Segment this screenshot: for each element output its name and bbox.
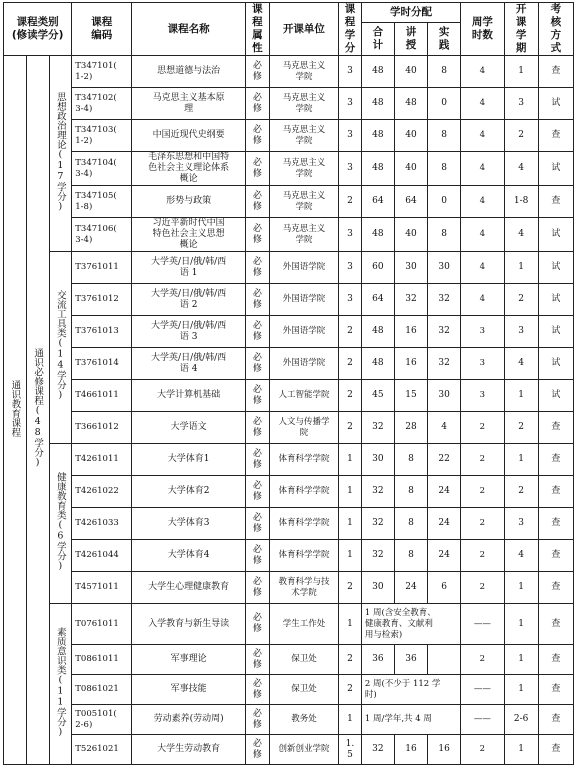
course-attr: 必 修 [246, 88, 270, 120]
category-level1-text: 通识教育课程 [9, 379, 21, 437]
course-table [3, 2, 574, 765]
course-name: 军事理论 [132, 645, 246, 675]
course-attr: 必 修 [246, 380, 270, 412]
course-attr: 必 修 [246, 476, 270, 508]
course-code: T347101( 1-2) [72, 56, 132, 88]
course-hours-total: 32 [361, 735, 394, 765]
course-code: T0761011 [72, 604, 132, 645]
course-weekly-hours: 2 [461, 540, 504, 572]
course-code: T005101( 2-6) [72, 705, 132, 735]
course-hours-total: 32 [361, 508, 394, 540]
course-assessment: 查 [538, 186, 573, 218]
course-name: 马克思主义基本原 理 [132, 88, 246, 120]
course-credit: 1 [339, 476, 362, 508]
header-hours-total: 合 计 [361, 23, 394, 56]
course-credit: 2 [339, 316, 362, 348]
course-hours-lecture: 8 [394, 508, 427, 540]
course-name: 大学生心理健康教育 [132, 572, 246, 604]
course-code: T0861021 [72, 675, 132, 705]
course-hours-total: 60 [361, 252, 394, 284]
course-credit: 3 [339, 88, 362, 120]
course-credit: 2 [339, 412, 362, 444]
course-weekly-hours: 2 [461, 444, 504, 476]
course-hours-practice: 6 [428, 572, 461, 604]
course-credit: 1 [339, 604, 362, 645]
course-semester: 4 [504, 152, 538, 186]
course-unit: 体育科学学院 [269, 508, 338, 540]
course-hours-lecture: 8 [394, 476, 427, 508]
course-assessment: 试 [538, 88, 573, 120]
table-row [4, 284, 574, 316]
course-semester: 1 [504, 380, 538, 412]
course-credit: 2 [339, 348, 362, 380]
table-row [4, 540, 574, 572]
course-code: T4261044 [72, 540, 132, 572]
course-attr: 必 修 [246, 540, 270, 572]
course-attr: 必 修 [246, 252, 270, 284]
course-weekly-hours: 2 [461, 508, 504, 540]
course-hours-total: 48 [361, 56, 394, 88]
course-hours-total: 36 [361, 645, 394, 675]
course-attr: 必 修 [246, 412, 270, 444]
course-hours-practice: 0 [428, 186, 461, 218]
course-hours-practice: 8 [428, 152, 461, 186]
course-assessment: 试 [538, 380, 573, 412]
course-hours-lecture: 16 [394, 348, 427, 380]
course-hours-lecture: 16 [394, 735, 427, 765]
category-group-label [49, 444, 72, 604]
course-assessment: 试 [538, 348, 573, 380]
course-hours-total: 48 [361, 348, 394, 380]
course-assessment: 查 [538, 705, 573, 735]
course-assessment: 查 [538, 645, 573, 675]
course-attr: 必 修 [246, 572, 270, 604]
course-hours-lecture: 36 [394, 645, 427, 675]
course-credit: 2 [339, 186, 362, 218]
course-code: T347104( 3-4) [72, 152, 132, 186]
course-weekly-hours: 2 [461, 476, 504, 508]
course-unit: 保卫处 [269, 675, 338, 705]
course-code: T0861011 [72, 645, 132, 675]
course-assessment: 查 [538, 412, 573, 444]
header-hours-practice: 实 践 [428, 23, 461, 56]
table-row [4, 444, 574, 476]
course-attr: 必 修 [246, 316, 270, 348]
table-row [4, 604, 574, 645]
category-level2 [26, 56, 49, 765]
course-assessment: 查 [538, 444, 573, 476]
course-semester: 4 [504, 540, 538, 572]
course-attr: 必 修 [246, 348, 270, 380]
header-code: 课程 编码 [72, 3, 132, 56]
course-code: T3761013 [72, 316, 132, 348]
course-weekly-hours: 3 [461, 380, 504, 412]
course-unit: 马克思主义 学院 [269, 218, 338, 252]
course-name: 思想道德与法治 [132, 56, 246, 88]
table-row [4, 380, 574, 412]
header-weekly-hours: 周学 时数 [461, 3, 504, 56]
course-code: T4261022 [72, 476, 132, 508]
course-hours-note: 1 周/学年,共 4 周 [361, 705, 460, 735]
course-unit: 教务处 [269, 705, 338, 735]
course-hours-practice: 8 [428, 56, 461, 88]
course-name: 形势与政策 [132, 186, 246, 218]
course-weekly-hours: 4 [461, 252, 504, 284]
course-code: T4261011 [72, 444, 132, 476]
course-semester: 3 [504, 88, 538, 120]
course-code: T3761012 [72, 284, 132, 316]
course-credit: 1 [339, 508, 362, 540]
course-unit: 马克思主义 学院 [269, 56, 338, 88]
course-attr: 必 修 [246, 284, 270, 316]
header-credit: 课 程 学 分 [339, 3, 362, 56]
course-credit: 3 [339, 284, 362, 316]
table-row [4, 56, 574, 88]
course-weekly-hours: 4 [461, 284, 504, 316]
course-assessment: 查 [538, 476, 573, 508]
course-unit: 外国语学院 [269, 252, 338, 284]
course-attr: 必 修 [246, 120, 270, 152]
course-credit: 2 [339, 645, 362, 675]
course-name: 大学体育2 [132, 476, 246, 508]
course-semester: 2 [504, 120, 538, 152]
course-name: 大学计算机基础 [132, 380, 246, 412]
course-hours-lecture: 30 [394, 252, 427, 284]
course-weekly-hours: —— [461, 604, 504, 645]
course-credit: 1 [339, 444, 362, 476]
course-attr: 必 修 [246, 218, 270, 252]
course-credit: 1 [339, 705, 362, 735]
course-unit: 外国语学院 [269, 316, 338, 348]
course-assessment: 试 [538, 316, 573, 348]
course-hours-total: 30 [361, 572, 394, 604]
course-name: 大学体育3 [132, 508, 246, 540]
category-group-label [49, 252, 72, 444]
course-assessment: 查 [538, 572, 573, 604]
course-assessment: 试 [538, 152, 573, 186]
header-attr: 课 程 属 性 [246, 3, 270, 56]
course-assessment: 查 [538, 604, 573, 645]
course-semester: 1 [504, 604, 538, 645]
course-assessment: 查 [538, 120, 573, 152]
course-hours-practice [428, 645, 461, 675]
course-hours-practice: 24 [428, 508, 461, 540]
table-row [4, 675, 574, 705]
table-row [4, 476, 574, 508]
table-row [4, 348, 574, 380]
category-group-label [49, 56, 72, 252]
course-hours-lecture: 8 [394, 540, 427, 572]
course-attr: 必 修 [246, 444, 270, 476]
course-hours-note: 2 周(不少于 112 学 时) [361, 675, 460, 705]
course-semester: 1-8 [504, 186, 538, 218]
table-row [4, 316, 574, 348]
category-level1 [4, 56, 27, 765]
course-hours-practice: 24 [428, 540, 461, 572]
header-category: 课程类别 (修读学分) [4, 3, 72, 56]
course-credit: 2 [339, 675, 362, 705]
course-hours-total: 45 [361, 380, 394, 412]
course-name: 大学英/日/俄/韩/西 语 4 [132, 348, 246, 380]
course-semester: 3 [504, 508, 538, 540]
course-assessment: 查 [538, 508, 573, 540]
course-unit: 马克思主义 学院 [269, 186, 338, 218]
course-unit: 人文与传播学 院 [269, 412, 338, 444]
course-name: 大学英/日/俄/韩/西 语 2 [132, 284, 246, 316]
category-group-label-text: 健康教育类(6学分) [54, 471, 66, 572]
table-row [4, 152, 574, 186]
course-hours-practice: 0 [428, 88, 461, 120]
header-assessment: 考 核 方 式 [538, 3, 573, 56]
course-attr: 必 修 [246, 645, 270, 675]
table-row [4, 218, 574, 252]
course-hours-total: 32 [361, 412, 394, 444]
course-hours-lecture: 28 [394, 412, 427, 444]
category-group-label [49, 604, 72, 765]
course-hours-total: 48 [361, 120, 394, 152]
course-code: T347106( 3-4) [72, 218, 132, 252]
course-code: T347105( 1-8) [72, 186, 132, 218]
course-hours-total: 30 [361, 444, 394, 476]
course-hours-lecture: 32 [394, 284, 427, 316]
course-hours-total: 48 [361, 88, 394, 120]
course-hours-practice: 32 [428, 316, 461, 348]
table-row [4, 186, 574, 218]
course-semester: 2 [504, 476, 538, 508]
header-hours-lecture: 讲 授 [394, 23, 427, 56]
course-semester: 1 [504, 252, 538, 284]
course-name: 大学英/日/俄/韩/西 语 3 [132, 316, 246, 348]
course-name: 大学体育4 [132, 540, 246, 572]
course-code: T347102( 3-4) [72, 88, 132, 120]
course-hours-total: 32 [361, 476, 394, 508]
course-credit: 2 [339, 380, 362, 412]
course-weekly-hours: 4 [461, 120, 504, 152]
course-name: 军事技能 [132, 675, 246, 705]
course-unit: 保卫处 [269, 645, 338, 675]
header-hours-group: 学时分配 [361, 3, 460, 23]
header-name: 课程名称 [132, 3, 246, 56]
course-credit: 3 [339, 120, 362, 152]
course-hours-total: 64 [361, 186, 394, 218]
course-semester: 1 [504, 645, 538, 675]
course-semester: 1 [504, 56, 538, 88]
course-hours-practice: 8 [428, 218, 461, 252]
table-row [4, 252, 574, 284]
course-credit: 2 [339, 572, 362, 604]
category-group-label-text: 素质意识类(11学分) [54, 626, 66, 738]
course-weekly-hours: 3 [461, 316, 504, 348]
course-hours-total: 48 [361, 218, 394, 252]
course-attr: 必 修 [246, 705, 270, 735]
course-unit: 人工智能学院 [269, 380, 338, 412]
category-group-label-text: 思想政治理论(17学分) [54, 91, 66, 212]
course-weekly-hours: 2 [461, 412, 504, 444]
category-level2-text: 通识必修课程(48学分) [32, 348, 44, 468]
course-hours-practice: 32 [428, 348, 461, 380]
course-semester: 4 [504, 348, 538, 380]
course-semester: 1 [504, 444, 538, 476]
course-name: 毛泽东思想和中国特 色社会主义理论体系 概论 [132, 152, 246, 186]
course-assessment: 查 [538, 56, 573, 88]
course-name: 中国近现代史纲要 [132, 120, 246, 152]
course-hours-total: 64 [361, 284, 394, 316]
course-unit: 马克思主义 学院 [269, 88, 338, 120]
course-code: T5261021 [72, 735, 132, 765]
course-weekly-hours: 2 [461, 572, 504, 604]
course-hours-practice: 30 [428, 252, 461, 284]
course-hours-lecture: 48 [394, 88, 427, 120]
course-code: T4571011 [72, 572, 132, 604]
course-assessment: 试 [538, 284, 573, 316]
course-unit: 体育科学学院 [269, 476, 338, 508]
course-hours-lecture: 40 [394, 152, 427, 186]
course-code: T3761014 [72, 348, 132, 380]
course-weekly-hours: 4 [461, 56, 504, 88]
course-unit: 体育科学学院 [269, 540, 338, 572]
course-name: 大学生劳动教育 [132, 735, 246, 765]
course-attr: 必 修 [246, 604, 270, 645]
course-code: T4261033 [72, 508, 132, 540]
course-name: 入学教育与新生导读 [132, 604, 246, 645]
course-semester: 2-6 [504, 705, 538, 735]
category-group-label-text: 交流工具类(14学分) [54, 290, 66, 401]
course-semester: 4 [504, 218, 538, 252]
header-semester: 开 课 学 期 [504, 3, 538, 56]
course-hours-lecture: 24 [394, 572, 427, 604]
course-attr: 必 修 [246, 508, 270, 540]
course-table-body [4, 56, 574, 765]
table-row [4, 572, 574, 604]
course-code: T3661012 [72, 412, 132, 444]
course-unit: 体育科学学院 [269, 444, 338, 476]
course-attr: 必 修 [246, 56, 270, 88]
course-hours-lecture: 15 [394, 380, 427, 412]
course-hours-practice: 30 [428, 380, 461, 412]
course-semester: 1 [504, 735, 538, 765]
course-unit: 外国语学院 [269, 348, 338, 380]
table-row [4, 645, 574, 675]
course-credit: 3 [339, 218, 362, 252]
course-weekly-hours: 4 [461, 88, 504, 120]
course-hours-lecture: 40 [394, 56, 427, 88]
course-name: 大学英/日/俄/韩/西 语 1 [132, 252, 246, 284]
course-assessment: 试 [538, 252, 573, 284]
course-hours-total: 48 [361, 152, 394, 186]
course-assessment: 试 [538, 218, 573, 252]
course-hours-total: 48 [361, 316, 394, 348]
course-hours-lecture: 64 [394, 186, 427, 218]
course-semester: 1 [504, 572, 538, 604]
course-hours-total: 32 [361, 540, 394, 572]
course-unit: 马克思主义 学院 [269, 120, 338, 152]
course-name: 劳动素养(劳动周) [132, 705, 246, 735]
course-unit: 外国语学院 [269, 284, 338, 316]
course-weekly-hours: 4 [461, 152, 504, 186]
course-name: 大学语文 [132, 412, 246, 444]
course-code: T4661011 [72, 380, 132, 412]
course-hours-note: 1 周(含安全教育、 健康教育、文献利 用与检索) [361, 604, 460, 645]
header-unit: 开课单位 [269, 3, 338, 56]
course-unit: 学生工作处 [269, 604, 338, 645]
course-semester: 1 [504, 675, 538, 705]
course-attr: 必 修 [246, 186, 270, 218]
course-code: T3761011 [72, 252, 132, 284]
course-hours-practice: 8 [428, 120, 461, 152]
course-hours-practice: 16 [428, 735, 461, 765]
course-weekly-hours: 3 [461, 348, 504, 380]
course-assessment: 查 [538, 735, 573, 765]
course-credit: 3 [339, 252, 362, 284]
course-hours-practice: 4 [428, 412, 461, 444]
table-row [4, 88, 574, 120]
course-credit: 3 [339, 152, 362, 186]
course-assessment: 查 [538, 675, 573, 705]
course-hours-lecture: 16 [394, 316, 427, 348]
course-hours-lecture: 8 [394, 444, 427, 476]
course-weekly-hours: 4 [461, 218, 504, 252]
course-credit: 1. 5 [339, 735, 362, 765]
table-row [4, 412, 574, 444]
course-hours-practice: 24 [428, 476, 461, 508]
course-semester: 3 [504, 316, 538, 348]
course-name: 大学体育1 [132, 444, 246, 476]
course-unit: 创新创业学院 [269, 735, 338, 765]
course-unit: 马克思主义 学院 [269, 152, 338, 186]
table-row [4, 705, 574, 735]
course-name: 习近平新时代中国 特色社会主义思想 概论 [132, 218, 246, 252]
course-weekly-hours: 4 [461, 186, 504, 218]
course-hours-lecture: 40 [394, 218, 427, 252]
course-attr: 必 修 [246, 675, 270, 705]
course-unit: 教育科学与技 术学院 [269, 572, 338, 604]
course-semester: 2 [504, 284, 538, 316]
course-weekly-hours: —— [461, 675, 504, 705]
course-credit: 3 [339, 56, 362, 88]
course-hours-practice: 22 [428, 444, 461, 476]
course-code: T347103( 1-2) [72, 120, 132, 152]
course-assessment: 查 [538, 540, 573, 572]
course-hours-lecture: 40 [394, 120, 427, 152]
course-hours-practice: 32 [428, 284, 461, 316]
course-weekly-hours: 2 [461, 735, 504, 765]
course-semester: 2 [504, 412, 538, 444]
course-weekly-hours: —— [461, 705, 504, 735]
table-row [4, 508, 574, 540]
course-weekly-hours: 2 [461, 645, 504, 675]
table-row [4, 735, 574, 765]
course-attr: 必 修 [246, 152, 270, 186]
course-credit: 1 [339, 540, 362, 572]
course-attr: 必 修 [246, 735, 270, 765]
table-row [4, 120, 574, 152]
